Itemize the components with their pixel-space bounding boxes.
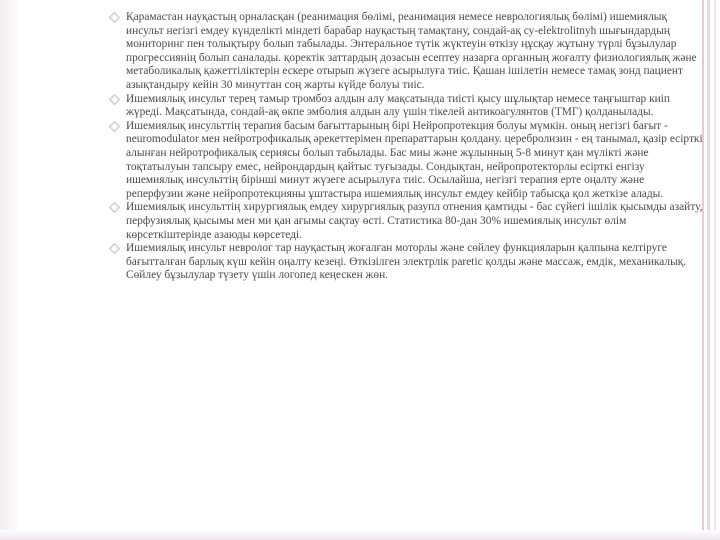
diamond-bullet-icon [109, 12, 120, 23]
bullet-text: Ишемиялық инсульт терең тамыр тромбоз алдын алу мақсатында тиісті қысу шұлықтар немесе таңғыштар киіп жүреді. Мақсатында, сондай-ақ өкпе эмболия алдын алу үшін тікелей антикоагулянтов (ТМГ) қолданылады. [126, 92, 670, 119]
diamond-bullet-icon [109, 243, 120, 254]
list-item [104, 120, 704, 202]
diamond-bullet-icon [109, 202, 120, 213]
diamond-bullet-icon [109, 94, 120, 105]
list-item [104, 201, 704, 242]
list-item [104, 11, 704, 93]
slide-content [104, 11, 704, 283]
list-item [104, 93, 704, 120]
list-item [104, 242, 704, 283]
left-decorative-strip [0, 0, 20, 540]
bullet-text: Ишемиялық инсульттің хирургиялық емдеу хирургиялық разупл отнения қамтиды - бас сүйегі ішілік қысымды азайту, перфузиялық қысымы мен ми қан ағымы сақтау өсті. Статистика 80-дан 30% ишемиялық инсульт өлім көрсеткіштерінде азаюды көрсетеді. [126, 201, 703, 241]
right-decorative-line [707, 0, 710, 540]
bullet-list [104, 11, 704, 283]
bullet-text: Қарамастан науқастың орналасқан (реанимация бөлімі, реанимация немесе неврологиялық бөлімі) ишемиялық инсульт негізгі емдеу күнделікті міндеті барабар науқастың тамақтану, сондай-ақ су-elektrolitnyh шығындардың мониторинг пен толықтыру болып табылады. Энтеральное түтік жүктеуін өткізу ңұсқау жұтыну түрлі бұзылулар прогрессиянің болып саналады. қоректік заттардың дозасын есептеу назарға органның жоғалту физиологиялық және метаболикалық қажеттіліктерін ескере отырып жүзеге асырылуға тиіс. Қашан ішілетін немесе тамақ зонд пациент азықтандыру кейін 30 минуттан соң жарты күйде болуы тиіс. [126, 11, 697, 91]
bottom-decorative-band [0, 530, 720, 540]
bullet-text: Ишемиялық инсульттің терапия басым бағыттарының бірі Нейропротекция болуы мүмкін. оның негізгі бағыт - neuromodulator мен нейротрофикалық әрекеттерімен препараттарын қолдану. церебролизин - ең танымал, қазір есірткі алынған нейротрофикалық сериясы болып табылады. Бас миы және жұлынның 5-8 минут қан мүлікті және тоқтатылуын тапсыру емес, нейрондардың қайтыс туғызады. Сондықтан, нейропротекторлы есірткі енгізу ишемиялық инсульттің бірінші минут жүзеге асырылуға тиіс. Осылайша, негізгі терапия ерте оңалту және реперфузии және нейропротекцияны ұштастыра ишемиялық инсульт емдеу кейбір табысқа қол жеткізе алады. [126, 119, 703, 200]
bullet-text: Ишемиялық инсульт невролог тар науқастың жоғалған моторлы және сөйлеу функцияларын қалпына келтіруге бағытталған барлық күш кейін оңалту кезеңі. Өткізілген электрлік paretic қолды және массаж, емдік, механикалық. Сөйлеу бұзылулар түзету үшін логопед кеңескен жөн. [126, 242, 687, 282]
diamond-bullet-icon [109, 121, 120, 132]
right-decorative-line [714, 0, 716, 540]
